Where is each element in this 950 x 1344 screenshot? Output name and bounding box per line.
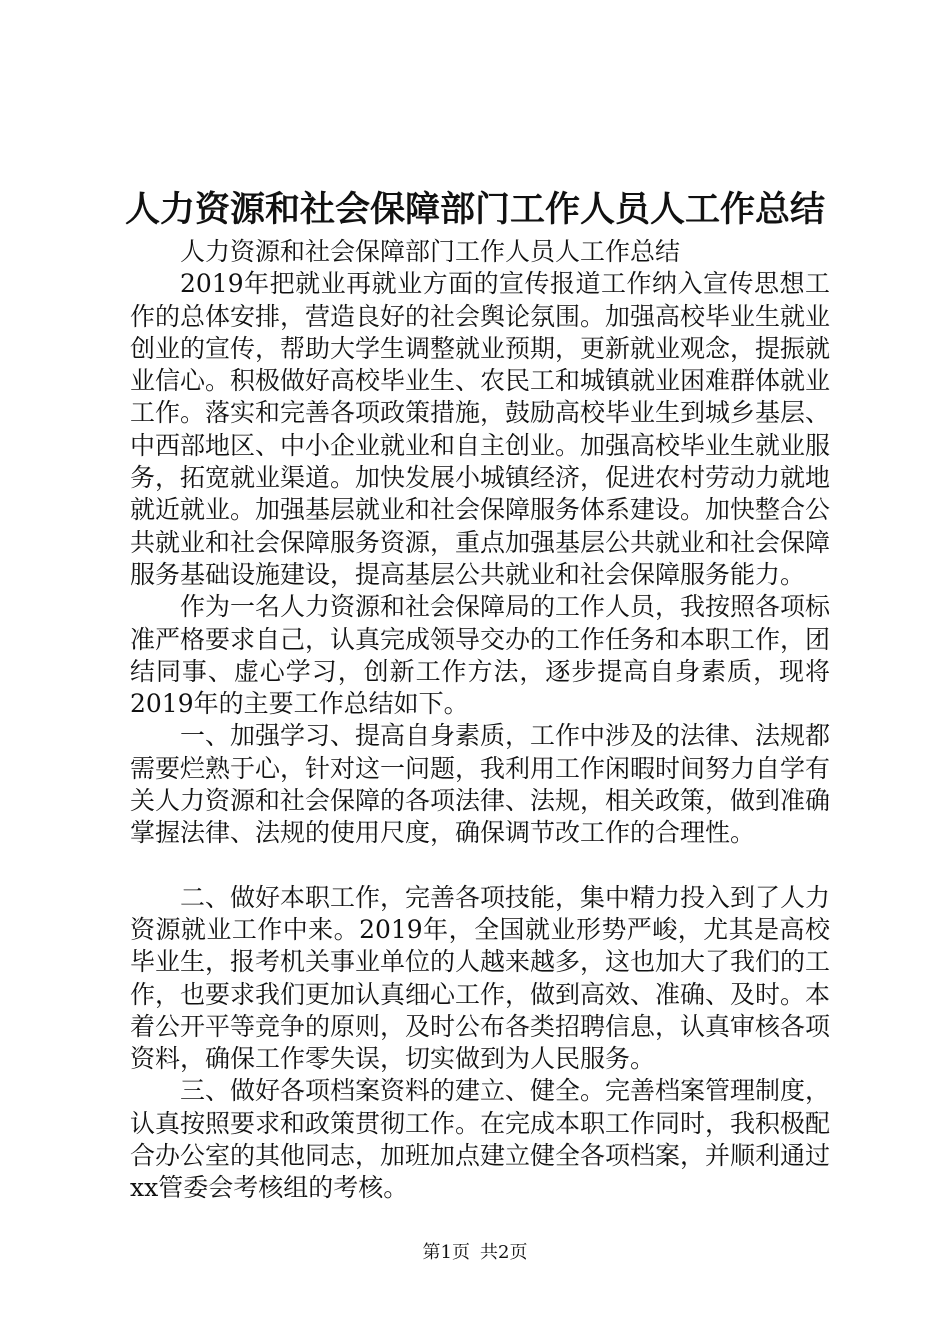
page-footer bbox=[0, 1241, 950, 1265]
page-number: 第1页 bbox=[422, 1242, 470, 1263]
section-one-paragraph: 一、加强学习、提高自身素质，工作中涉及的法律、法规都需要烂熟于心，针对这一问题，我利用工作闲暇时间努力自学有关人力资源和社会保障的各项法律、法规，相关政策，做到准确掌握法律、法规的使用尺度，确保调节改工作的合理性。 bbox=[130, 721, 831, 848]
intro-paragraph: 2019年把就业再就业方面的宣传报道工作纳入宣传思想工作的总体安排，营造良好的社会舆论氛围。加强高校毕业生就业创业的宣传，帮助大学生调整就业预期，更新就业观念，提振就业信心。积极做好高校毕业生、农民工和城镇就业困难群体就业工作。落实和完善各项政策措施，鼓励高校毕业生到城乡基层、中西部地区、中小企业就业和自主创业。加强高校毕业生就业服务，拓宽就业渠道。加快发展小城镇经济，促进农村劳动力就地就近就业。加强基层就业和社会保障服务体系建设。加快整合公共就业和社会保障服务资源，重点加强基层公共就业和社会保障服务基础设施建设，提高基层公共就业和社会保障服务能力。 bbox=[130, 269, 831, 589]
document-body bbox=[130, 236, 830, 1205]
section-three-paragraph: 三、做好各项档案资料的建立、健全。完善档案管理制度，认真按照要求和政策贯彻工作。在完成本职工作同时，我积极配合办公室的其他同志，加班加点建立健全各项档案，并顺利通过xx管委会考核组的考核。 bbox=[130, 1076, 831, 1203]
summary-paragraph: 作为一名人力资源和社会保障局的工作人员，我按照各项标准严格要求自己，认真完成领导交办的工作任务和本职工作，团结同事、虚心学习，创新工作方法，逐步提高自身素质，现将2019年的主要工作总结如下。 bbox=[130, 592, 831, 719]
subtitle-paragraph: 人力资源和社会保障部门工作人员人工作总结 bbox=[180, 237, 681, 266]
section-two-paragraph: 二、做好本职工作，完善各项技能，集中精力投入到了人力资源就业工作中来。2019年，全国就业形势严峻，尤其是高校毕业生，报考机关事业单位的人越来越多，这也加大了我们的工作，也要求我们更加认真细心工作，做到高效、准确、及时。本着公开平等竞争的原则，及时公布各类招聘信息，认真审核各项资料，确保工作零失误，切实做到为人民服务。 bbox=[130, 882, 831, 1074]
page-total: 共2页 bbox=[480, 1242, 528, 1263]
document-title: 人力资源和社会保障部门工作人员人工作总结 bbox=[124, 190, 825, 230]
